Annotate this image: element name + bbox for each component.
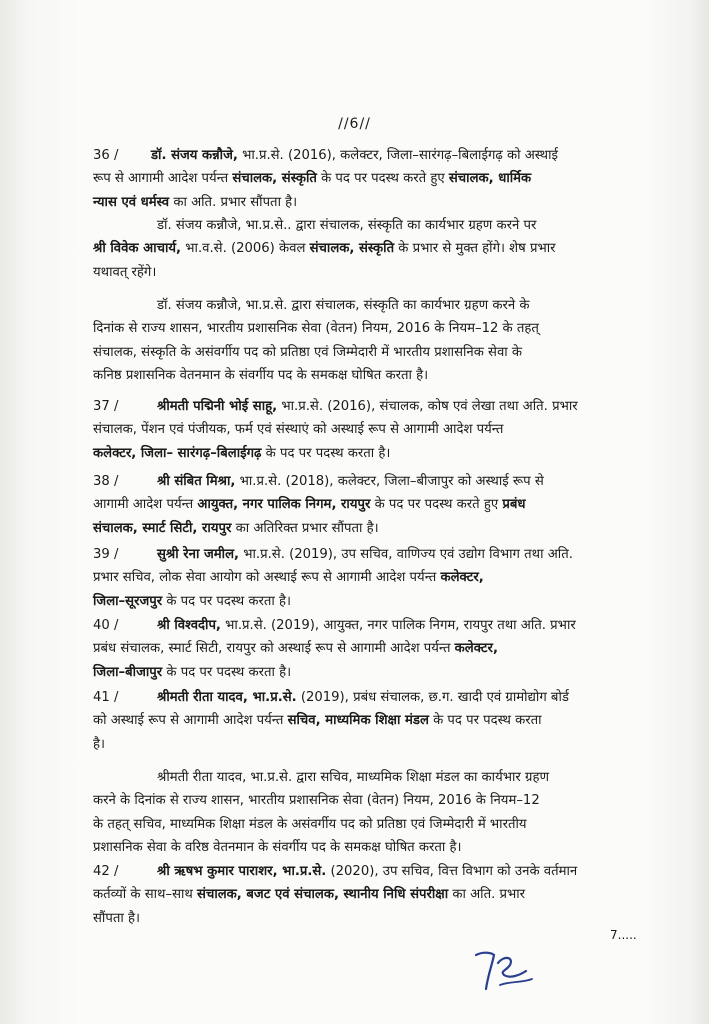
text-line: कर्तव्यों के साथ–साथ संचालक, बजट एवं संचालक, स्थानीय निधि संपरीक्षा का अति. प्रभार [93, 887, 526, 903]
paragraph-p41a [93, 766, 668, 860]
text-line: संचालक, स्मार्ट सिटी, रायपुर का अतिरिक्त प्रभार सौंपता है। [93, 520, 379, 536]
text-line: दिनांक से राज्य शासन, भारतीय प्रशासनिक सेवा (वेतन) नियम, 2016 के नियम–12 के तहत् [93, 321, 539, 337]
text-line: जिला–सूरजपुर के पद पर पदस्थ करता है। [93, 593, 292, 609]
text-line: कनिष्ठ प्रशासनिक वेतनमान के संवर्गीय पद के समकक्ष घोषित करता है। [93, 368, 429, 384]
text-line: करने के दिनांक से राज्य शासन, भारतीय प्रशासनिक सेवा (वेतन) नियम, 2016 के नियम–12 [93, 793, 540, 809]
text-line: 41 / श्रीमती रीता यादव, भा.प्र.से. (2019), प्रबंध संचालक, छ.ग. खादी एवं ग्रामोद्योग बोर्ड [93, 690, 569, 705]
text-line: के तहत् सचिव, माध्यमिक शिक्षा मंडल के असंवर्गीय पद को प्रतिष्ठा एवं जिम्मेदारी में भारतीय [93, 816, 527, 832]
paragraph-p42 [93, 860, 668, 930]
signature-image [470, 945, 540, 995]
paragraph-p39 [93, 543, 668, 613]
text-line: संचालक, पेंशन एवं पंजीयक, फर्म एवं संस्थाएं को अस्थाई रूप से आगामी आदेश पर्यन्त [93, 422, 504, 438]
page-number: //6// [338, 116, 371, 132]
text-line: 40 / श्री विश्वदीप, भा.प्र.से. (2019), आयुक्त, नगर पालिक निगम, रायपुर तथा अति. प्रभार [93, 618, 576, 633]
text-line: 42 / श्री ऋषभ कुमार पाराशर, भा.प्र.से. (2020), उप सचिव, वित्त विभाग को उनके वर्तमान [93, 864, 578, 879]
text-line: डॉ. संजय कन्नौजे, भा.प्र.से. द्वारा संचालक, संस्कृति का कार्यभार ग्रहण करने के [157, 298, 530, 313]
paragraph-p37 [93, 395, 668, 465]
paragraph-p36a [93, 214, 668, 284]
text-line: है। [93, 736, 106, 752]
text-line: कलेक्टर, जिला– सारंगढ़–बिलाईगढ़ के पद पर पदस्थ करता है। [93, 445, 391, 461]
paragraph-p40 [93, 614, 668, 684]
paragraph-p38 [93, 470, 668, 540]
paragraph-p36 [93, 144, 668, 214]
paragraph-p36b [93, 294, 668, 388]
next-page-marker: 7..... [610, 928, 637, 942]
text-line: आगामी आदेश पर्यन्त आयुक्त, नगर पालिक निगम, रायपुर के पद पर पदस्थ करते हुए प्रबंध [93, 497, 526, 513]
text-line: प्रभार सचिव, लोक सेवा आयोग को अस्थाई रूप से आगामी आदेश पर्यन्त कलेक्टर, [93, 570, 484, 586]
text-line: 39 / सुश्री रेना जमील, भा.प्र.से. (2019), उप सचिव, वाणिज्य एवं उद्योग विभाग तथा अति. [93, 547, 573, 562]
text-line: यथावत् रहेंगे। [93, 264, 157, 280]
text-line: 37 / श्रीमती पद्मिनी भोई साहू, भा.प्र.से. (2016), संचालक, कोष एवं लेखा तथा अति. प्रभार [93, 399, 578, 414]
text-line: सौंपता है। [93, 910, 140, 926]
text-line: जिला–बीजापुर के पद पर पदस्थ करता है। [93, 664, 292, 680]
text-line: संचालक, संस्कृति के असंवर्गीय पद को प्रतिष्ठा एवं जिम्मेदारी में भारतीय प्रशासनिक सेवा के [93, 344, 523, 360]
text-line: 36 / डॉ. संजय कन्नौजे, भा.प्र.से. (2016), कलेक्टर, जिला–सारंगढ़–बिलाईगढ़ को अस्थाई [93, 148, 558, 163]
text-line: न्यास एवं धर्मस्व का अति. प्रभार सौंपता है। [93, 194, 298, 210]
text-line: प्रशासनिक सेवा के वरिष्ठ वेतनमान के संवर्गीय पद के समकक्ष घोषित करता है। [93, 840, 462, 856]
text-line: को अस्थाई रूप से आगामी आदेश पर्यन्त सचिव, माध्यमिक शिक्षा मंडल के पद पर पदस्थ करता [93, 713, 542, 729]
text-line: प्रबंध संचालक, स्मार्ट सिटी, रायपुर को अस्थाई रूप से आगामी आदेश पर्यन्त कलेक्टर, [93, 641, 498, 657]
text-line: डॉ. संजय कन्नौजे, भा.प्र.से.. द्वारा संचालक, संस्कृति का कार्यभार ग्रहण करने पर [157, 218, 537, 233]
text-line: श्रीमती रीता यादव, भा.प्र.से. द्वारा सचिव, माध्यमिक शिक्षा मंडल का कार्यभार ग्रहण [157, 770, 549, 785]
text-line: श्री विवेक आचार्य, भा.व.से. (2006) केवल संचालक, संस्कृति के प्रभार से मुक्त होंगे। शेष प्रभार [93, 241, 556, 257]
paragraph-p41 [93, 686, 668, 756]
text-line: रूप से आगामी आदेश पर्यन्त संचालक, संस्कृति के पद पर पदस्थ करते हुए संचालक, धार्मिक [93, 171, 532, 187]
text-line: 38 / श्री संबित मिश्रा, भा.प्र.से. (2018), कलेक्टर, जिला–बीजापुर को अस्थाई रूप से [93, 474, 544, 489]
